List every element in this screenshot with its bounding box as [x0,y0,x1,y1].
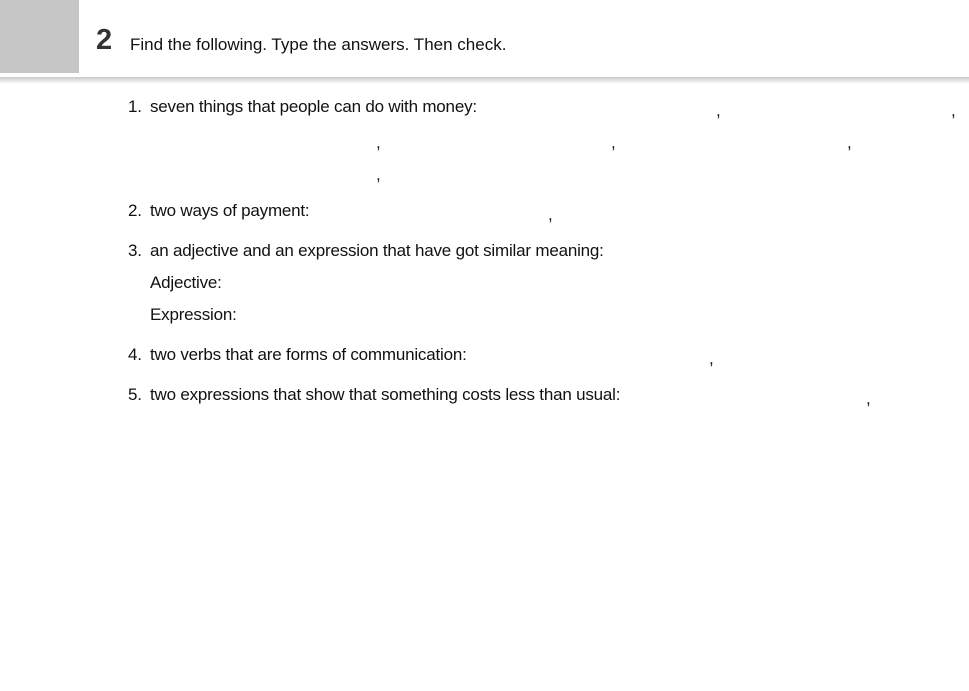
item-3-adjective-label: Adjective: [150,273,222,292]
header-gray-block [0,0,79,73]
item-3-adjective-answer[interactable] [240,272,500,292]
item-1-comma-1: , [716,101,721,120]
exercise-header [0,0,969,79]
item-1-answer-7[interactable] [385,162,610,182]
item-5-number: 5. [128,385,142,404]
item-1-comma-4: , [611,133,616,152]
item-4-answer-2[interactable] [718,344,943,364]
item-3-expression-label: Expression: [150,305,237,324]
item-1-answer-2[interactable] [725,96,950,116]
item-4-answer-1[interactable] [482,344,707,364]
item-5-comma-1: , [866,389,871,408]
item-3-number: 3. [128,241,142,260]
item-1-comma-3: , [376,133,381,152]
item-1-answer-1[interactable] [490,96,715,116]
item-5-answer-2[interactable] [875,384,965,404]
exercise-instruction: Find the following. Type the answers. Then check. [130,35,507,54]
item-4-number: 4. [128,345,142,364]
item-2-answer-1[interactable] [322,200,547,220]
item-1-answer-5[interactable] [620,130,845,150]
item-2-number: 2. [128,201,142,220]
item-4-text: two verbs that are forms of communication: [150,345,467,364]
exercise-number: 2 [96,24,113,56]
item-3-expression-answer[interactable] [245,304,505,324]
item-1-comma-2: , [951,101,956,120]
item-2-text: two ways of payment: [150,201,310,220]
item-2-comma-1: , [548,205,553,224]
item-4-comma-1: , [709,349,714,368]
item-1-number: 1. [128,97,142,116]
item-1-text: seven things that people can do with money: [150,97,477,116]
item-1-comma-6: , [376,165,381,184]
item-3-text: an adjective and an expression that have got similar meaning: [150,241,604,260]
item-5-answer-1[interactable] [640,384,865,404]
item-1-answer-4[interactable] [385,130,610,150]
item-1-answer-3[interactable] [150,130,375,150]
item-2-answer-2[interactable] [557,200,782,220]
item-1-answer-6[interactable] [150,162,375,182]
item-1-comma-5: , [847,133,852,152]
item-5-text: two expressions that show that something costs less than usual: [150,385,621,404]
header-divider [0,77,969,83]
